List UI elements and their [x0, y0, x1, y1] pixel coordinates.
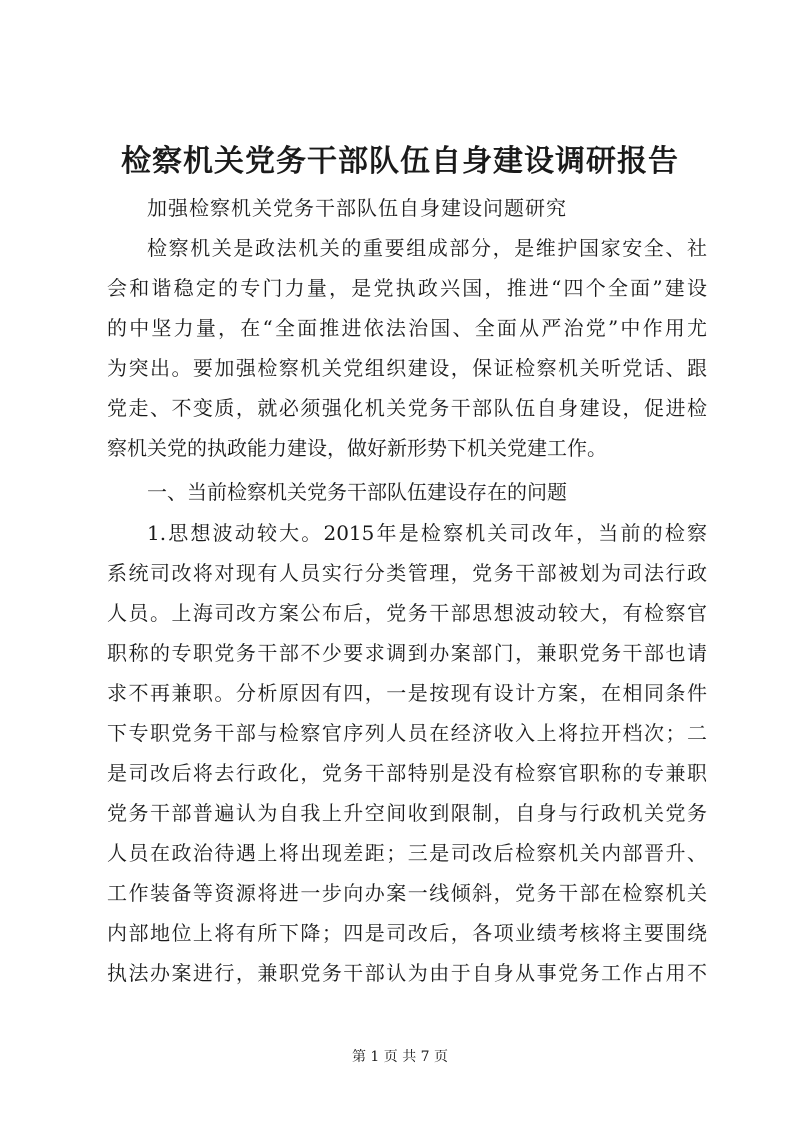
body-line: 检察机关是政法机关的重要组成部分，是维护国家安全、社	[147, 236, 707, 260]
section-heading: 一、当前检察机关党务干部队伍建设存在的问题	[147, 480, 567, 504]
body-line: 下专职党务干部与检察官序列人员在经济收入上将拉开档次；二	[107, 721, 707, 745]
body-line: 工作装备等资源将进一步向办案一线倾斜，党务干部在检察机关	[107, 881, 707, 905]
body-line: 是司改后将去行政化，党务干部特别是没有检察官职称的专兼职	[107, 761, 707, 785]
body-line: 察机关党的执政能力建设，做好新形势下机关党建工作。	[107, 436, 607, 460]
body-line: 会和谐稳定的专门力量，是党执政兴国，推进“四个全面”建设	[107, 276, 707, 300]
body-line: 执法办案进行，兼职党务干部认为由于自身从事党务工作占用不	[107, 961, 707, 985]
body-line: 人员在政治待遇上将出现差距；三是司改后检察机关内部晋升、	[107, 841, 707, 865]
body-line: 人员。上海司改方案公布后，党务干部思想波动较大，有检察官	[107, 601, 707, 625]
body-line: 内部地位上将有所下降；四是司改后，各项业绩考核将主要围绕	[107, 921, 707, 945]
body-line: 为突出。要加强检察机关党组织建设，保证检察机关听党话、跟	[107, 356, 707, 380]
body-line: 的中坚力量，在“全面推进依法治国、全面从严治党”中作用尤	[107, 316, 707, 340]
body-line: 系统司改将对现有人员实行分类管理，党务干部被划为司法行政	[107, 561, 707, 585]
document-title: 检察机关党务干部队伍自身建设调研报告	[121, 144, 679, 179]
body-line: 党务干部普遍认为自我上升空间收到限制，自身与行政机关党务	[107, 801, 707, 825]
body-line: 职称的专职党务干部不少要求调到办案部门，兼职党务干部也请	[107, 641, 707, 665]
body-line: 1.思想波动较大。2015年是检察机关司改年，当前的检察	[147, 521, 707, 545]
document-subtitle: 加强检察机关党务干部队伍自身建设问题研究	[147, 196, 567, 220]
body-line: 求不再兼职。分析原因有四，一是按现有设计方案，在相同条件	[107, 681, 707, 705]
page-number: 第 1 页 共 7 页	[351, 1049, 449, 1065]
body-line: 党走、不变质，就必须强化机关党务干部队伍自身建设，促进检	[107, 396, 707, 420]
